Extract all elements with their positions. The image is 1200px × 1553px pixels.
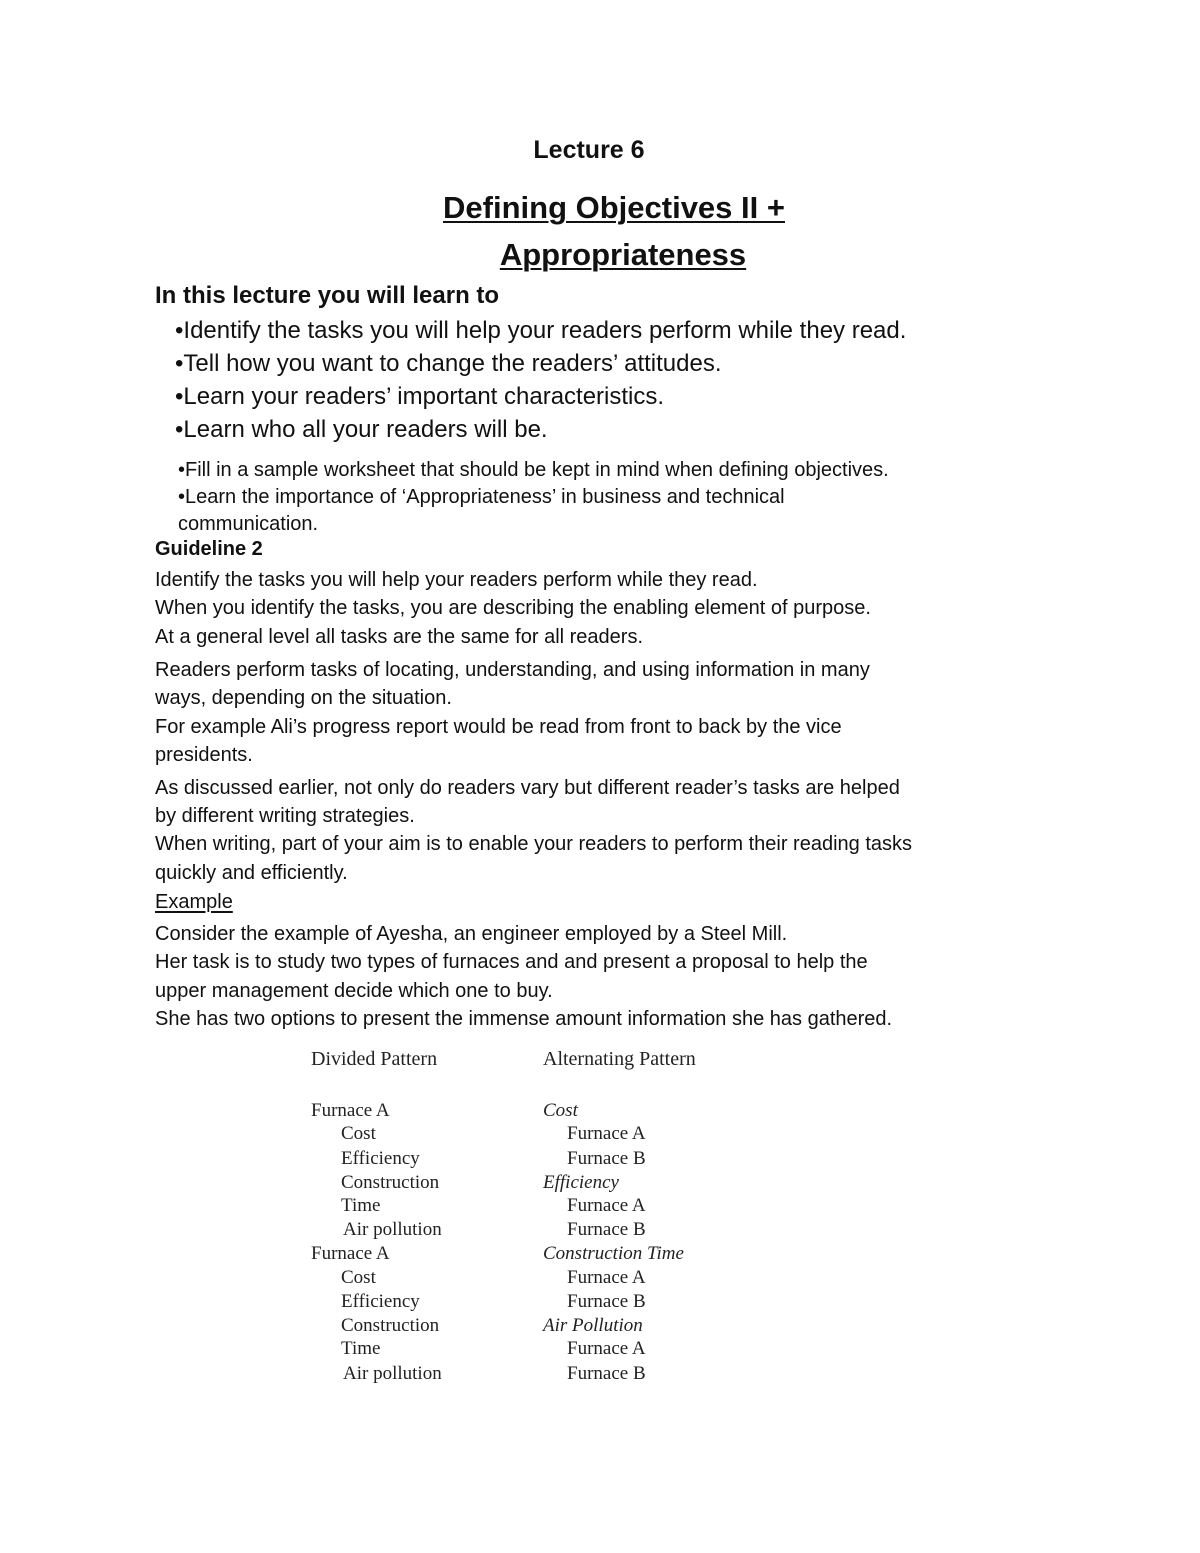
guideline-paragraph: As discussed earlier, not only do readers vary but different reader’s tasks are helped	[155, 777, 900, 799]
divided-pattern-item: Furnace A	[311, 1100, 390, 1121]
alternating-pattern-item: Furnace B	[567, 1363, 646, 1384]
example-paragraph: Consider the example of Ayesha, an engineer employed by a Steel Mill.	[155, 923, 788, 945]
divided-pattern-item: Cost	[341, 1267, 376, 1288]
alternating-pattern-item: Furnace A	[567, 1195, 646, 1216]
learning-objectives-list-secondary	[178, 457, 1078, 538]
lecture-number: Lecture 6	[533, 136, 645, 164]
objective-item: •Learn your readers’ important characteristics.	[175, 383, 665, 410]
guideline-paragraph: At a general level all tasks are the same for all readers.	[155, 626, 644, 648]
divided-pattern-item: Air pollution	[343, 1363, 442, 1384]
divided-pattern-item: Efficiency	[341, 1291, 420, 1312]
divided-pattern-item: Time	[341, 1338, 381, 1359]
alternating-pattern-category: Efficiency	[543, 1172, 619, 1193]
objective-item	[178, 484, 1078, 538]
alternating-pattern-category: Cost	[543, 1100, 578, 1121]
guideline-paragraph: ways, depending on the situation.	[155, 687, 452, 709]
alternating-pattern-item: Furnace B	[567, 1148, 646, 1169]
alternating-pattern-item: Furnace A	[567, 1123, 646, 1144]
divided-pattern-item: Air pollution	[343, 1219, 442, 1240]
divided-pattern-item: Construction	[341, 1172, 440, 1193]
objective-item: •Fill in a sample worksheet that should be kept in mind when defining objectives.	[178, 459, 889, 481]
guideline-heading: Guideline 2	[155, 538, 263, 560]
objective-item: •Identify the tasks you will help your readers perform while they read.	[175, 317, 907, 344]
alternating-pattern-item: Furnace B	[567, 1291, 646, 1312]
divided-pattern-item: Cost	[341, 1123, 376, 1144]
guideline-paragraph: presidents.	[155, 744, 253, 766]
objective-item-line: •Learn the importance of ‘Appropriateness’ in business and technical	[178, 486, 785, 508]
divided-pattern-item: Construction	[341, 1315, 440, 1336]
alternating-pattern-category: Construction Time	[543, 1243, 684, 1264]
page-title-line-2: Appropriateness	[499, 237, 747, 272]
objective-item-continuation: communication.	[178, 513, 319, 535]
guideline-paragraph: Identify the tasks you will help your readers perform while they read.	[155, 569, 758, 591]
alternating-pattern-category: Air Pollution	[543, 1315, 643, 1336]
learning-objectives-list	[175, 314, 906, 446]
page-title-line-1: Defining Objectives II +	[443, 190, 785, 225]
guideline-paragraph: quickly and efficiently.	[155, 862, 348, 884]
divided-pattern-item: Furnace A	[311, 1243, 390, 1264]
divided-pattern-heading: Divided Pattern	[311, 1048, 438, 1070]
objective-item: •Learn who all your readers will be.	[175, 416, 548, 443]
learning-objectives-heading: In this lecture you will learn to	[155, 282, 500, 309]
guideline-paragraph: When writing, part of your aim is to enable your readers to perform their reading tasks	[155, 833, 913, 855]
guideline-paragraph: Readers perform tasks of locating, understanding, and using information in many	[155, 659, 870, 681]
guideline-paragraph: For example Ali’s progress report would be read from front to back by the vice	[155, 716, 842, 738]
alternating-pattern-item: Furnace B	[567, 1219, 646, 1240]
example-paragraph: upper management decide which one to buy.	[155, 980, 553, 1002]
example-paragraph: She has two options to present the immense amount information she has gathered.	[155, 1008, 893, 1030]
example-paragraph: Her task is to study two types of furnaces and and present a proposal to help the	[155, 951, 868, 973]
alternating-pattern-heading: Alternating Pattern	[543, 1048, 696, 1070]
example-heading: Example	[155, 891, 233, 913]
objective-item: •Tell how you want to change the readers’ attitudes.	[175, 350, 722, 377]
divided-pattern-item: Efficiency	[341, 1148, 420, 1169]
alternating-pattern-item: Furnace A	[567, 1338, 646, 1359]
guideline-paragraph: When you identify the tasks, you are describing the enabling element of purpose.	[155, 597, 871, 619]
divided-pattern-item: Time	[341, 1195, 381, 1216]
alternating-pattern-item: Furnace A	[567, 1267, 646, 1288]
guideline-paragraph: by different writing strategies.	[155, 805, 415, 827]
